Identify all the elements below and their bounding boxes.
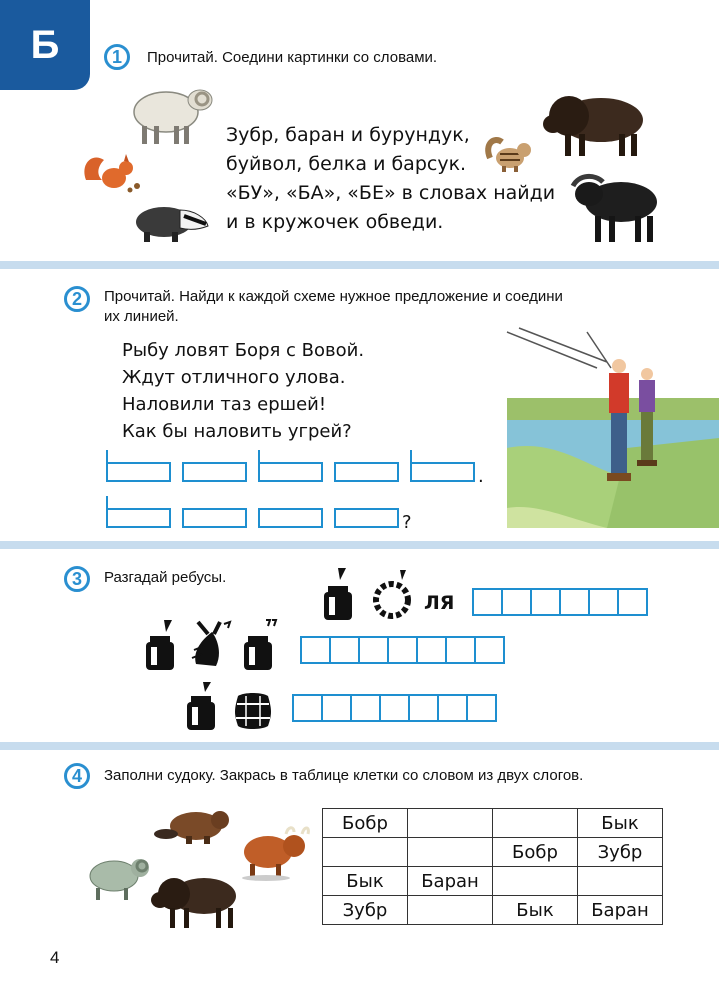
scheme-box [182,462,247,482]
answer-cell[interactable] [387,636,418,664]
answer-cell[interactable] [416,636,447,664]
page-number: 4 [50,948,60,967]
rebus-3-answer-cells[interactable] [292,694,495,722]
answer-cell[interactable] [408,694,439,722]
answer-cell[interactable] [321,694,352,722]
bull-picture [236,822,310,882]
scheme-box [258,462,323,482]
squirrel-picture [80,150,142,194]
jar-icon [183,680,219,734]
poem-line: буйвол, белка и барсук. [226,153,467,175]
sudoku-cell[interactable]: Зубр [323,896,408,925]
scheme-capital-mark [106,496,108,508]
sudoku-cell[interactable]: Бык [578,809,663,838]
task-1-number: 1 [104,44,130,70]
scheme-box [182,508,247,528]
answer-cell[interactable] [350,694,381,722]
ram-picture [84,852,154,902]
task-3-instruction: Разгадай ребусы. [104,569,227,586]
task-2-instruction [104,287,563,327]
sudoku-cell[interactable]: Бык [323,867,408,896]
task-3-number: 3 [64,566,90,592]
rebus-1-answer-cells[interactable] [472,588,646,616]
sudoku-cell[interactable]: Баран [408,867,493,896]
fishing-boys-picture [507,328,719,528]
scheme-box [258,508,323,528]
section-letter-tab: Б [0,0,90,90]
sentence: Наловили таз ершей! [122,394,327,415]
scheme-box [410,462,475,482]
answer-cell[interactable] [445,636,476,664]
answer-cell[interactable] [329,636,360,664]
section-divider [0,541,719,549]
scheme-capital-mark [258,450,260,462]
bison-picture [150,868,242,932]
answer-cell[interactable] [559,588,590,616]
task-1-instruction: Прочитай. Соедини картинки со словами. [147,49,438,66]
jar-icon [240,618,278,674]
scheme-capital-mark [106,450,108,462]
answer-cell[interactable] [437,694,468,722]
task-2-number: 2 [64,286,90,312]
sudoku-cell[interactable]: Баран [578,896,663,925]
sudoku-cell[interactable]: Зубр [578,838,663,867]
poem-line: и в кружочек обведи. [226,211,444,233]
scheme-capital-mark [410,450,412,462]
sudoku-row [323,896,663,925]
scheme-box [106,508,171,528]
sudoku-cell[interactable] [578,867,663,896]
scheme-2-end-mark: ? [402,512,412,533]
rebus-2-answer-cells[interactable] [300,636,503,664]
beaver-picture [156,804,232,848]
sudoku-cell[interactable] [408,838,493,867]
crayfish-icon [188,620,236,672]
answer-cell[interactable] [501,588,532,616]
jar-icon [320,566,354,624]
task-2-instruction-line: их линией. [104,308,179,325]
answer-cell[interactable] [358,636,389,664]
sentence: Рыбу ловят Боря с Вовой. [122,340,365,361]
answer-cell[interactable] [379,694,410,722]
sudoku-cell[interactable] [408,896,493,925]
poem-line: Зубр, баран и бурундук, [226,124,470,146]
sudoku-cell[interactable] [493,809,578,838]
sudoku-row [323,838,663,867]
answer-cell[interactable] [300,636,331,664]
sudoku-row [323,867,663,896]
poem-line: «БУ», «БА», «БЕ» в словах найди [226,182,556,204]
necklace-icon [368,568,416,620]
section-divider [0,742,719,750]
task-4-number: 4 [64,763,90,789]
scheme-box [334,508,399,528]
sentence: Как бы наловить угрей? [122,421,352,442]
sentence: Ждут отличного улова. [122,367,346,388]
sudoku-cell[interactable] [408,809,493,838]
answer-cell[interactable] [472,588,503,616]
answer-cell[interactable] [466,694,497,722]
sudoku-cell[interactable]: Бобр [493,838,578,867]
scheme-box [334,462,399,482]
scheme-1-end-mark: . [478,466,484,487]
sudoku-cell[interactable]: Бобр [323,809,408,838]
task-2-instruction-line: Прочитай. Найди к каждой схеме нужное предложение и соедини [104,288,563,305]
buffalo-picture [569,166,669,246]
sudoku-row [323,809,663,838]
chipmunk-picture [484,134,536,174]
scheme-box [106,462,171,482]
answer-cell[interactable] [474,636,505,664]
answer-cell[interactable] [617,588,648,616]
badger-picture [134,196,210,246]
bison-picture [543,88,651,160]
answer-cell[interactable] [530,588,561,616]
answer-cell[interactable] [588,588,619,616]
sudoku-cell[interactable] [323,838,408,867]
barrel-icon [234,690,272,732]
sudoku-grid [322,808,663,925]
section-divider [0,261,719,269]
jar-icon [142,618,178,674]
answer-cell[interactable] [292,694,323,722]
task-2-sentences [122,337,364,445]
sudoku-cell[interactable]: Бык [493,896,578,925]
ram-picture [128,84,218,148]
sudoku-cell[interactable] [493,867,578,896]
rebus-1-suffix: ЛЯ [424,592,455,614]
task-4-instruction: Заполни судоку. Закрась в таблице клетки со словом из двух слогов. [104,767,584,784]
